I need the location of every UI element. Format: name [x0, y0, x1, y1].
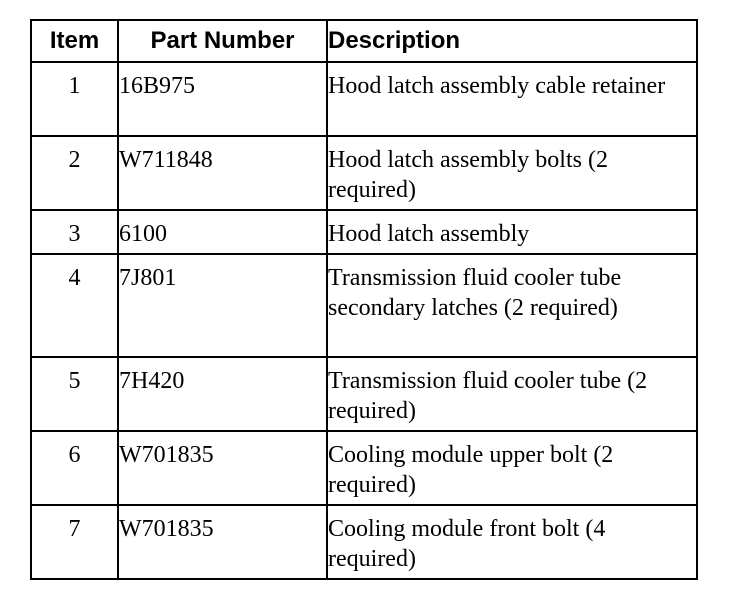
header-item: Item: [31, 20, 118, 62]
item-number: 7: [31, 505, 118, 579]
item-number: 4: [31, 254, 118, 357]
item-number: 2: [31, 136, 118, 210]
table-row: [31, 505, 697, 579]
table-row: [31, 431, 697, 505]
part-number: 16B975: [118, 62, 327, 136]
description: Cooling module upper bolt (2 required): [327, 431, 697, 505]
part-number: 7H420: [118, 357, 327, 431]
item-number: 1: [31, 62, 118, 136]
item-number: 5: [31, 357, 118, 431]
description: Hood latch assembly cable retainer: [327, 62, 697, 136]
table-row: [31, 62, 697, 136]
description: Transmission fluid cooler tube (2 required): [327, 357, 697, 431]
table-row: [31, 136, 697, 210]
description: Hood latch assembly: [327, 210, 697, 254]
description: Cooling module front bolt (4 required): [327, 505, 697, 579]
table-row: [31, 357, 697, 431]
table-row: [31, 254, 697, 357]
item-number: 6: [31, 431, 118, 505]
header-description: Description: [327, 20, 697, 62]
header-part-number: Part Number: [118, 20, 327, 62]
part-number: W701835: [118, 431, 327, 505]
part-number: W711848: [118, 136, 327, 210]
table-row: [31, 210, 697, 254]
part-number: 6100: [118, 210, 327, 254]
description: Transmission fluid cooler tube secondary latches (2 required): [327, 254, 697, 357]
part-number: W701835: [118, 505, 327, 579]
header-row: [31, 20, 697, 62]
item-number: 3: [31, 210, 118, 254]
description: Hood latch assembly bolts (2 required): [327, 136, 697, 210]
part-number: 7J801: [118, 254, 327, 357]
parts-table: [30, 19, 698, 580]
